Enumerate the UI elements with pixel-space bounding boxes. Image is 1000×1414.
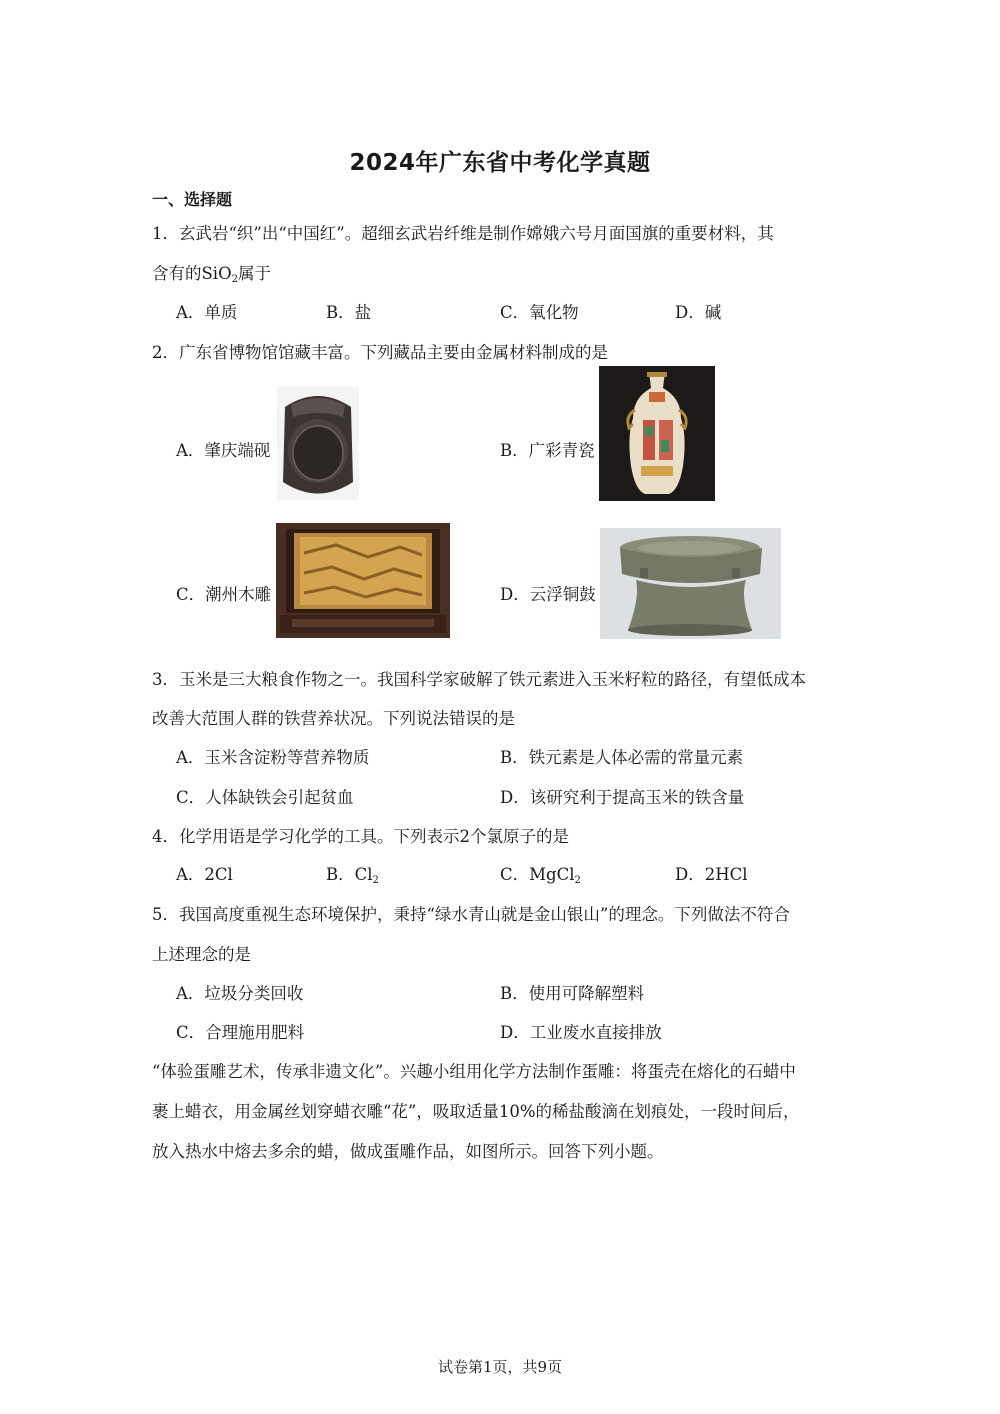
q3-stem-line2: 改善大范围人群的铁营养状况。下列说法错误的是 [152,709,515,728]
q5-stem-line1: 5．我国高度重视生态环境保护，秉持“绿水青山就是金山银山”的理念。下列做法不符合 [152,905,790,924]
q1-formula-sub: 2 [231,274,238,285]
q5-option-d[interactable]: D．工业废水直接排放 [500,1023,662,1042]
q1-option-b[interactable]: B．盐 [326,303,372,322]
q1-stem-line2-post: 属于 [237,264,271,283]
q3-option-b[interactable]: B．铁元素是人体必需的常量元素 [500,748,744,767]
page-footer: 试卷第1页，共9页 [437,1358,563,1376]
q1-option-d[interactable]: D．碱 [675,303,722,322]
q4-option-a[interactable] [176,861,233,886]
q4-option-b[interactable] [326,861,379,886]
q1-option-a[interactable]: A．单质 [176,303,238,322]
bronze-drum-image [600,528,781,639]
q3-stem-line1: 3．玉米是三大粮食作物之一。我国科学家破解了铁元素进入玉米籽粒的路径，有望低成本 [152,670,806,689]
passage-line-3: 放入热水中熔去多余的蜡，做成蛋雕作品，如图所示。回答下列小题。 [152,1142,664,1161]
q4-option-c[interactable] [500,861,581,886]
q1-formula: SiO [201,264,232,283]
q4-option-b-text: B．Cl [326,865,373,884]
q5-option-c[interactable]: C．合理施用肥料 [176,1023,305,1042]
q5-option-b[interactable]: B．使用可降解塑料 [500,984,645,1003]
q1-stem-line1: 1．玄武岩“织”出“中国红”。超细玄武岩纤维是制作嫦娥六号月面国旗的重要材料，其 [152,224,774,243]
q1-option-c[interactable]: C．氧化物 [500,303,579,322]
q4-option-a-text: A．2Cl [176,865,233,884]
q3-option-c[interactable]: C．人体缺铁会引起贫血 [176,788,354,807]
q2-option-c[interactable]: C．潮州木雕 [176,585,272,604]
q3-option-a[interactable]: A．玉米含淀粉等营养物质 [176,748,370,767]
q5-option-a[interactable]: A．垃圾分类回收 [176,984,304,1003]
passage-line-1: “体验蛋雕艺术，传承非遗文化”。兴趣小组用化学方法制作蛋雕：将蛋壳在熔化的石蜡中 [152,1062,796,1081]
passage-line-2: 裹上蜡衣，用金属丝划穿蜡衣雕“花”，吸取适量10%的稀盐酸滴在划痕处，一段时间后， [152,1102,800,1121]
q3-option-d[interactable]: D．该研究利于提高玉米的铁含量 [500,788,745,807]
q4-stem: 4．化学用语是学习化学的工具。下列表示2个氯原子的是 [152,827,569,846]
q5-stem-line2: 上述理念的是 [152,945,251,964]
q4-option-b-sub: 2 [372,875,379,886]
q4-option-c-text: C．MgCl [500,865,575,884]
page-title: 2024年广东省中考化学真题 [349,150,651,176]
q4-option-d[interactable] [675,861,748,886]
q4-option-c-sub: 2 [574,875,581,886]
q2-option-b[interactable]: B．广彩青瓷 [500,441,595,460]
wood-carving-image [276,523,450,638]
q1-stem-line2-pre: 含有的 [152,264,202,283]
q1-stem-line2 [152,260,271,285]
q2-option-a[interactable]: A．肇庆端砚 [176,441,271,460]
q2-stem: 2．广东省博物馆馆藏丰富。下列藏品主要由金属材料制成的是 [152,343,608,362]
inkstone-image [277,387,359,500]
q4-option-d-text: D．2HCl [675,865,748,884]
vase-image [599,366,715,501]
q2-option-d[interactable]: D．云浮铜鼓 [500,585,596,604]
section-heading: 一、选择题 [152,190,233,209]
